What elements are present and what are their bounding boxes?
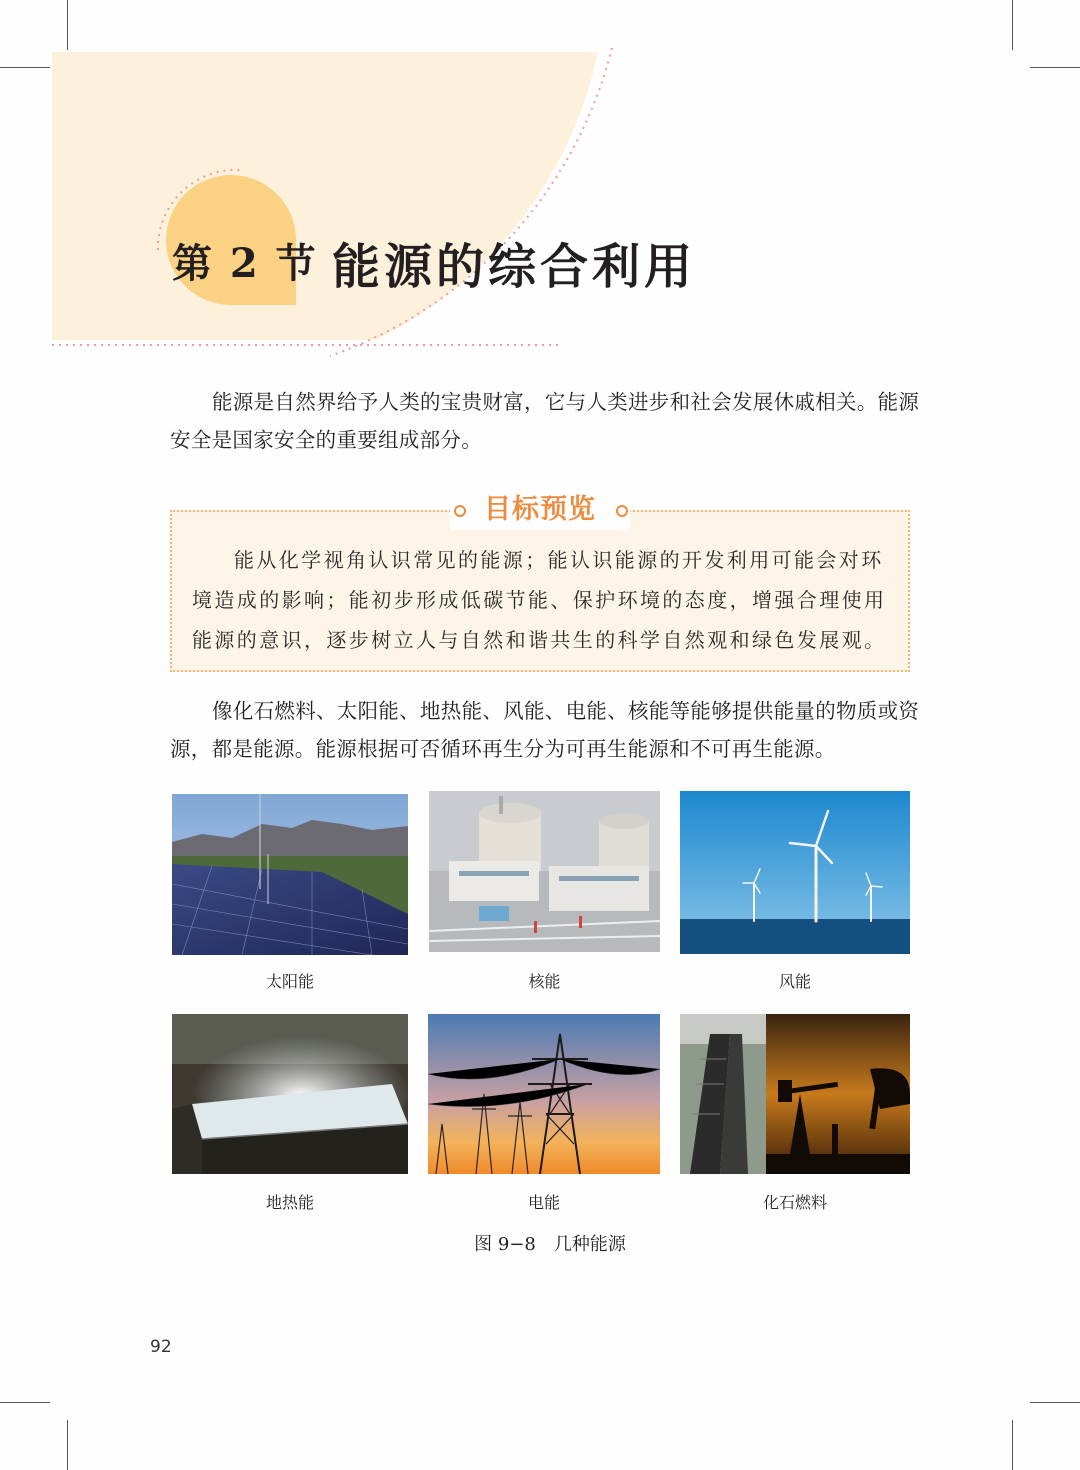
wind-turbine-photo (680, 791, 910, 954)
page-number: 92 (150, 1337, 172, 1357)
figure-caption: 图 9−8 几种能源 (474, 1234, 626, 1255)
nuclear-plant-photo (429, 791, 660, 952)
body-paragraph: 像化石燃料、太阳能、地热能、风能、电能、核能等能够提供能量的物质或资源，都是能源。能源根据可否循环再生分为可再生能源和不可再生能源。 (170, 699, 920, 761)
caption-electricity: 电能 (527, 1193, 560, 1212)
intro-paragraph: 能源是自然界给予人类的宝贵财富，它与人类进步和社会发展休戚相关。能源安全是国家安全的重要组成部分。 (170, 390, 920, 452)
crop-mark (1012, 1420, 1013, 1470)
caption-fossil-fuel: 化石燃料 (762, 1193, 827, 1212)
coal-train-oil-pump-photo (680, 1014, 910, 1174)
goal-preview-text: 能从化学视角认识常见的能源；能认识能源的开发利用可能会对环境造成的影响；能初步形成低碳节能、保护环境的态度，增强合理使用能源的意识，逐步树立人与自然和谐共生的科学自然观和绿色发展观。 (192, 548, 887, 652)
crop-mark (67, 1420, 68, 1470)
goal-title-dot-left (454, 505, 466, 517)
goal-preview-header (450, 490, 630, 530)
power-tower-photo (428, 1014, 660, 1174)
solar-panel-photo (172, 794, 408, 955)
caption-solar: 太阳能 (265, 972, 314, 991)
section-label: 第 2 节 (172, 240, 318, 287)
caption-wind: 风能 (778, 972, 811, 991)
goal-title-dot-right (616, 505, 628, 517)
caption-geothermal: 地热能 (265, 1193, 314, 1212)
crop-mark (1030, 1402, 1080, 1403)
section-title: 能源的综合利用 (332, 239, 697, 295)
geothermal-spring-photo (172, 1014, 408, 1174)
crop-mark (0, 1402, 50, 1403)
caption-nuclear: 核能 (528, 972, 561, 991)
header-decoration (0, 0, 1080, 360)
goal-preview-title: 目标预览 (484, 494, 596, 525)
